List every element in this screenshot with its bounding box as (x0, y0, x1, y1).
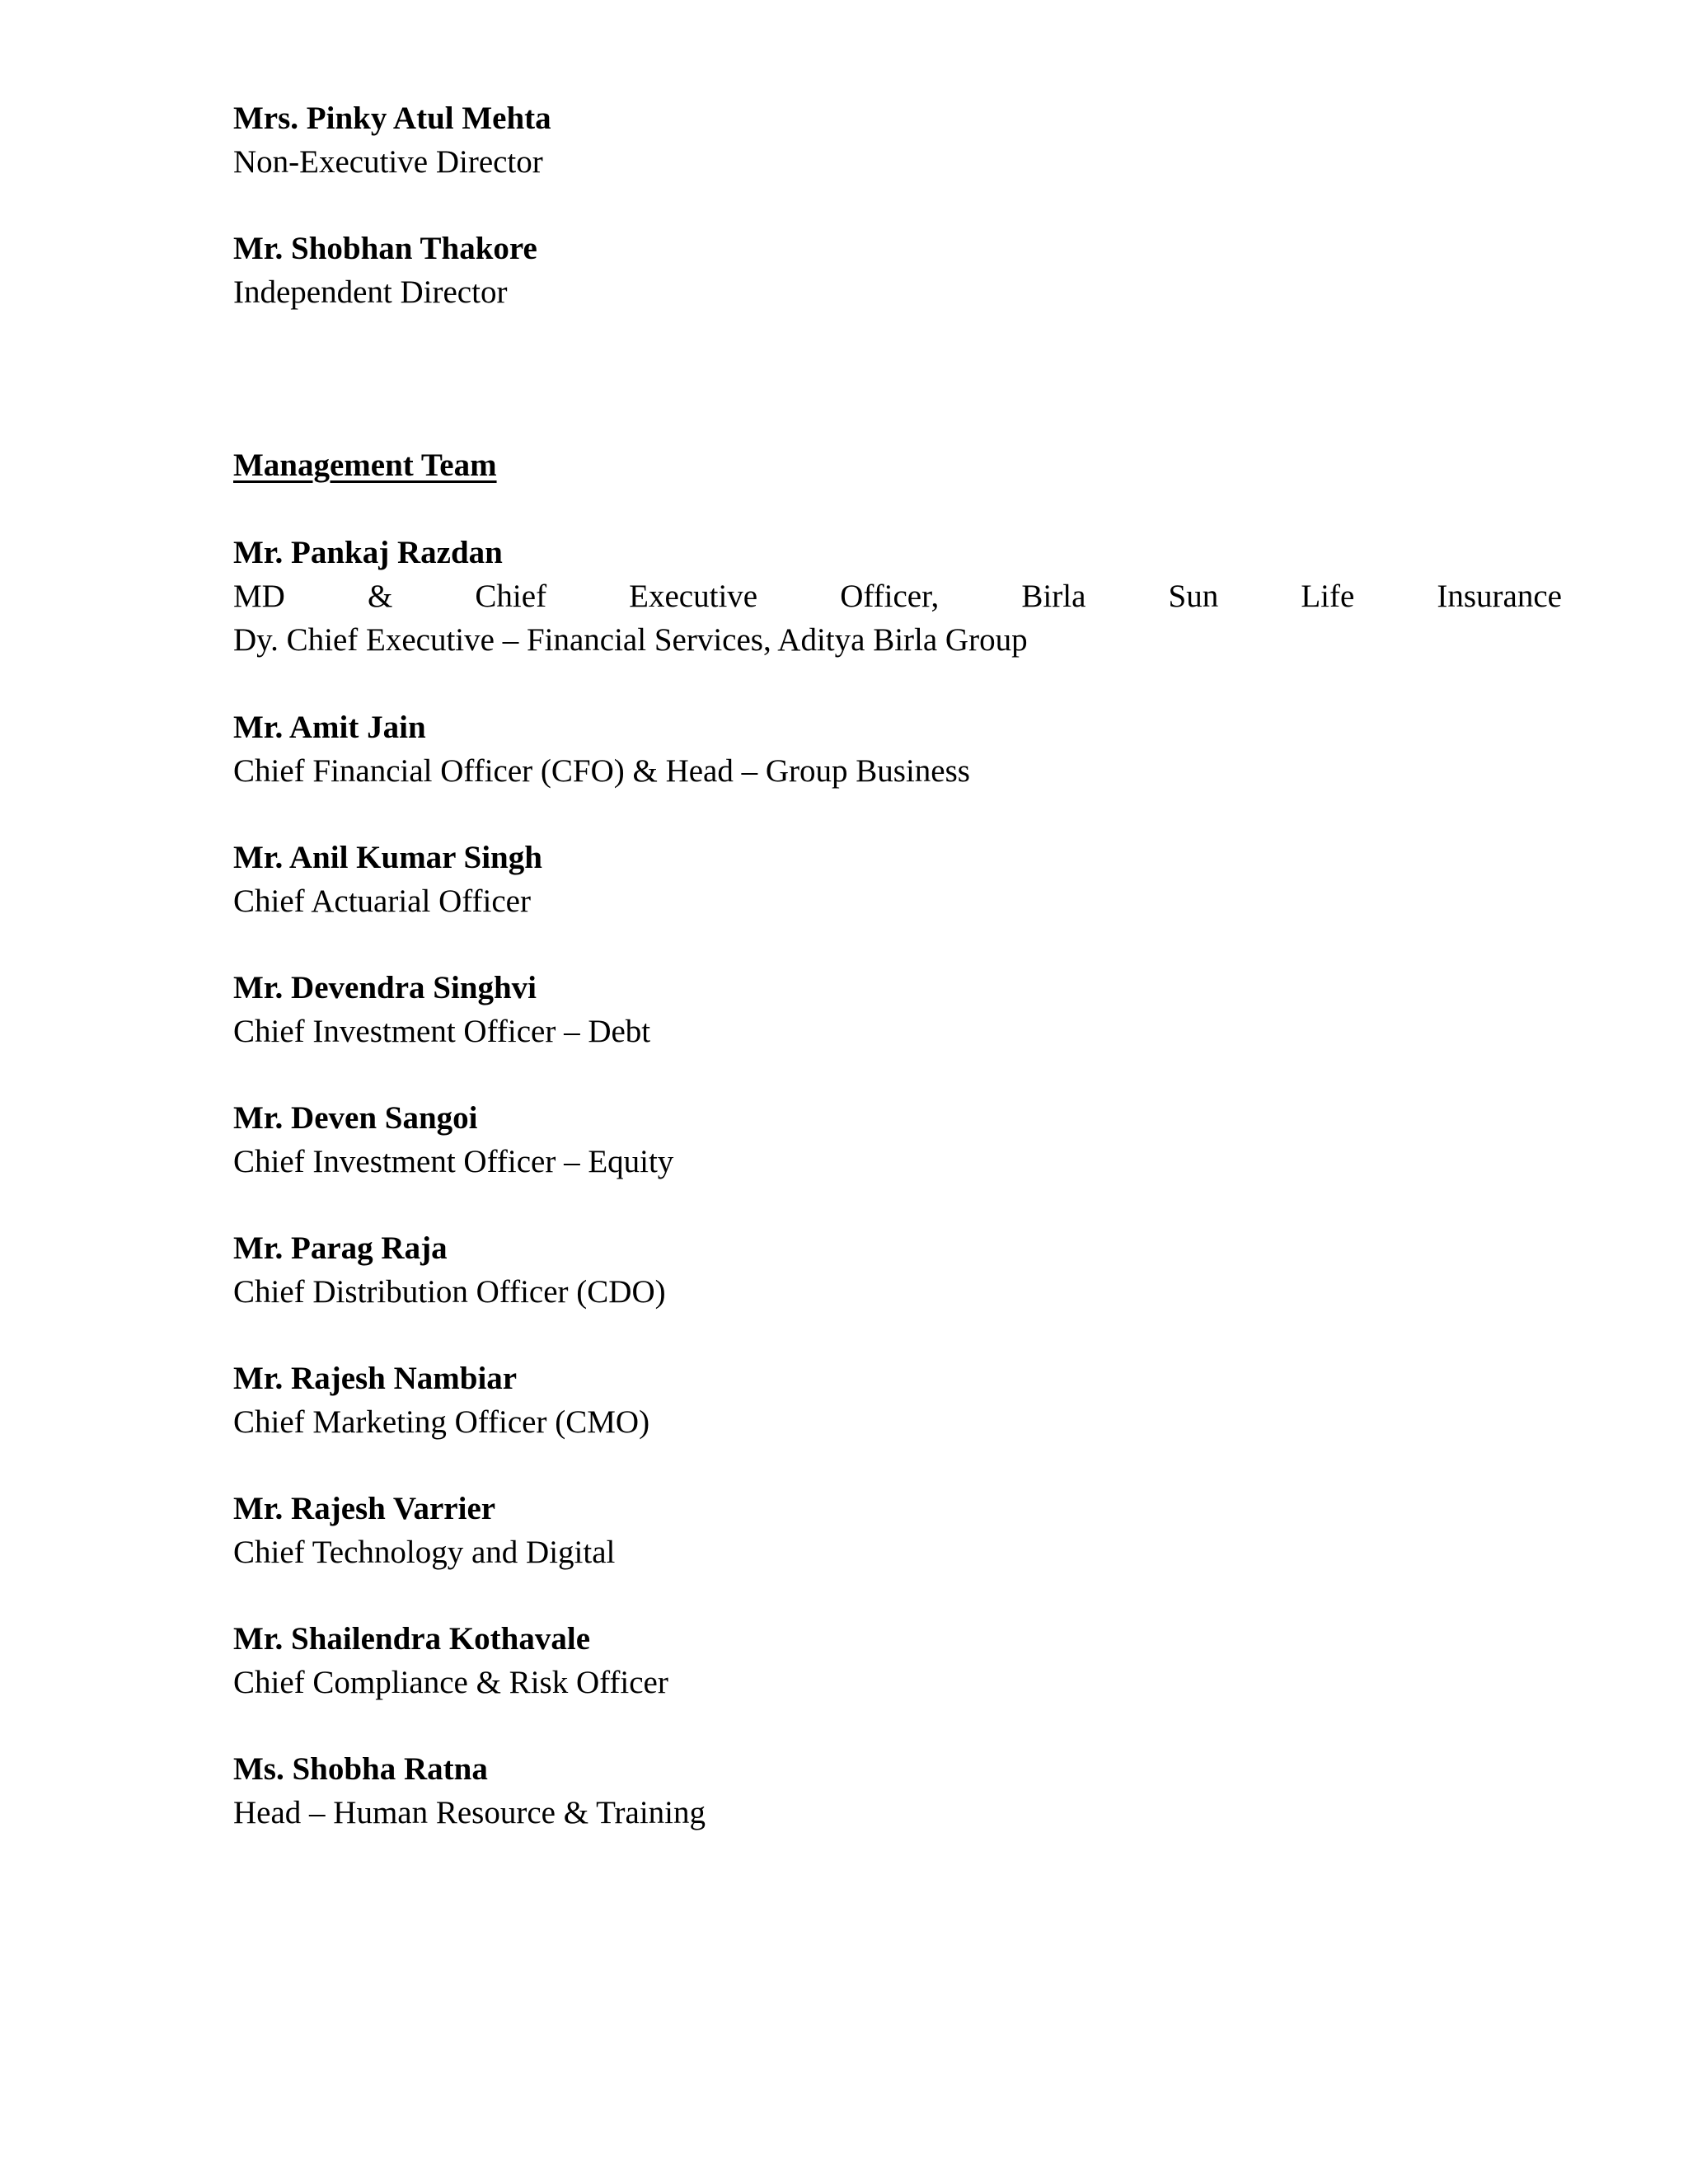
management-lead-entry (233, 531, 1562, 662)
person-name: Mr. Rajesh Varrier (233, 1491, 496, 1526)
person-title: Chief Marketing Officer (CMO) (233, 1404, 650, 1440)
person-title: Independent Director (233, 274, 508, 310)
person-name: Mr. Parag Raja (233, 1230, 448, 1266)
title-word: Chief (475, 579, 547, 614)
management-entry (233, 1226, 1562, 1314)
title-word: MD (233, 579, 285, 614)
title-word: Officer, (840, 579, 940, 614)
section-heading: Management Team (233, 448, 497, 483)
person-name: Mr. Amit Jain (233, 710, 426, 745)
person-title: Chief Financial Officer (CFO) & Head – Group Business (233, 753, 970, 789)
person-title: Non-Executive Director (233, 144, 543, 180)
person-name: Mr. Devendra Singhvi (233, 970, 537, 1005)
person-title: Chief Investment Officer – Equity (233, 1144, 674, 1179)
title-word: Life (1301, 579, 1355, 614)
title-word: & (367, 579, 393, 614)
person-name: Mr. Anil Kumar Singh (233, 840, 542, 875)
person-title: Chief Distribution Officer (CDO) (233, 1274, 666, 1310)
title-word: Executive (629, 579, 758, 614)
person-title-justified (233, 574, 1562, 618)
person-name: Mr. Pankaj Razdan (233, 535, 503, 570)
person-title: Chief Technology and Digital (233, 1535, 616, 1570)
person-name: Mr. Deven Sangoi (233, 1100, 478, 1136)
management-entry (233, 705, 1562, 793)
title-word: Birla (1021, 579, 1086, 614)
title-word: Sun (1168, 579, 1219, 614)
person-name: Mr. Shailendra Kothavale (233, 1621, 590, 1657)
person-title-line2: Dy. Chief Executive – Financial Services, Aditya Birla Group (233, 622, 1028, 658)
management-entry (233, 1487, 1562, 1574)
management-entry (233, 1357, 1562, 1444)
person-title: Chief Investment Officer – Debt (233, 1014, 651, 1049)
board-entry (233, 96, 1562, 184)
board-entry (233, 227, 1562, 314)
section-heading-block (233, 443, 1562, 487)
person-name: Mrs. Pinky Atul Mehta (233, 101, 551, 136)
person-name: Mr. Shobhan Thakore (233, 231, 537, 266)
person-title: Head – Human Resource & Training (233, 1795, 706, 1830)
person-title: Chief Actuarial Officer (233, 883, 531, 919)
title-word: Insurance (1437, 579, 1562, 614)
management-entry (233, 1096, 1562, 1183)
person-name: Mr. Rajesh Nambiar (233, 1361, 518, 1396)
management-entry (233, 836, 1562, 923)
management-entry (233, 1747, 1562, 1835)
person-title: Chief Compliance & Risk Officer (233, 1665, 668, 1700)
management-entry (233, 1617, 1562, 1704)
management-entry (233, 966, 1562, 1053)
person-name: Ms. Shobha Ratna (233, 1751, 488, 1787)
